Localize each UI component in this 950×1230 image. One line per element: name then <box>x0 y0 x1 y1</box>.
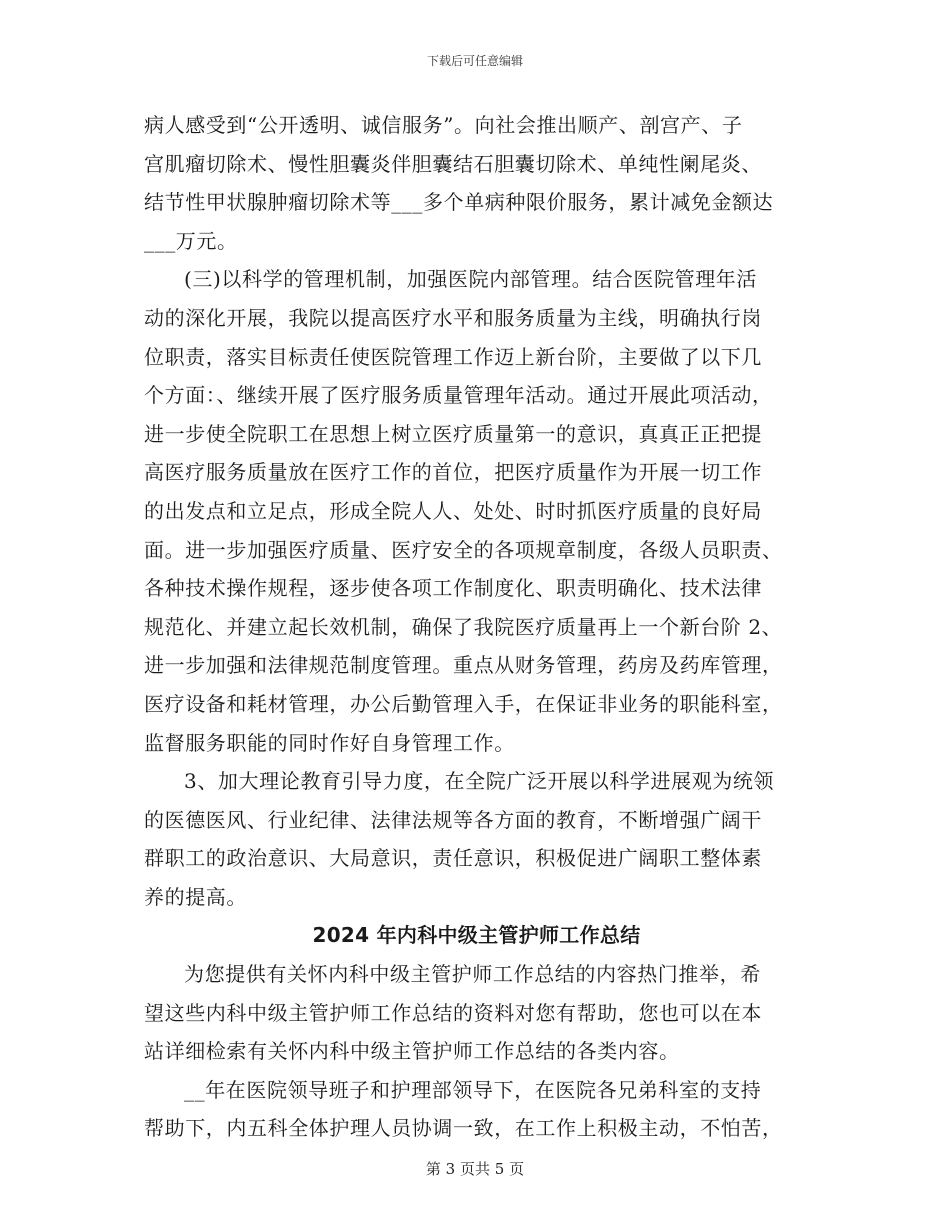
text-line: 进一步使全院职工在思想上树立医疗质量第一的意识，真真正正把提 <box>144 421 762 446</box>
text-line: 监督服务职能的同时作好自身管理工作。 <box>144 730 515 755</box>
text-line: 群职工的政治意识、大局意识，责任意识，积极促进广阔职工整体素 <box>144 846 762 871</box>
text-line: 的出发点和立足点，形成全院人人、处处、时时抓医疗质量的良好局 <box>144 498 762 523</box>
paragraph-block-2 <box>144 955 809 1148</box>
text-line: __年在医院领导班子和护理部领导下，在医院各兄弟科室的支持 <box>184 1077 762 1102</box>
text-line: 动的深化开展，我院以提高医疗水平和服务质量为主线，明确执行岗 <box>144 305 762 330</box>
text-line: 的医德医风、行业纪律、法律法规等各方面的教育，不断增强广阔干 <box>144 807 762 832</box>
document-body <box>144 106 809 1148</box>
text-line: 望这些内科中级主管护师工作总结的资料对您有帮助，您也可以在本 <box>144 1000 762 1025</box>
text-line: (三)以科学的管理机制，加强医院内部管理。结合医院管理年活 <box>184 267 758 292</box>
text-line: 病人感受到“公开透明、诚信服务”。向社会推出顺产、剖宫产、子 <box>144 113 743 137</box>
paragraph-block-1 <box>144 106 809 916</box>
text-line: 站详细检索有关怀内科中级主管护师工作总结的各类内容。 <box>144 1039 680 1064</box>
text-line: 各种技术操作规程，逐步使各项工作制度化、职责明确化、技术法律 <box>144 576 762 601</box>
text-line: ___万元。 <box>144 228 238 253</box>
text-line: 为您提供有关怀内科中级主管护师工作总结的内容热门推举，希 <box>184 962 761 987</box>
page-header-note: 下载后可任意编辑 <box>426 54 523 68</box>
text-line: 帮助下，内五科全体护理人员协调一致，在工作上积极主动，不怕苦， <box>144 1116 783 1141</box>
text-line: 个方面：、继续开展了医疗服务质量管理年活动。通过开展此项活动， <box>144 383 773 408</box>
text-line: 养的提高。 <box>144 884 247 909</box>
text-line: 进一步加强和法律规范制度管理。重点从财务管理，药房及药库管理， <box>144 653 783 678</box>
section-title: 2024 年内科中级主管护师工作总结 <box>312 923 641 948</box>
text-line: 面。进一步加强医疗质量、医疗安全的各项规章制度，各级人员职责、 <box>144 537 783 562</box>
text-line: 医疗设备和耗材管理，办公后勤管理入手，在保证非业务的职能科室， <box>144 691 783 716</box>
text-line: 宫肌瘤切除术、慢性胆囊炎伴胆囊结石胆囊切除术、单纯性阑尾炎、 <box>144 151 762 176</box>
page-footer-number: 第 3 页共 5 页 <box>425 1160 525 1178</box>
text-line: 高医疗服务质量放在医疗工作的首位，把医疗质量作为开展一切工作 <box>144 460 762 485</box>
text-line: 结节性甲状腺肿瘤切除术等___多个单病种限价服务，累计减免金额达 <box>144 190 774 215</box>
text-line: 3、加大理论教育引导力度，在全院广泛开展以科学进展观为统领 <box>184 769 775 794</box>
text-line: 规范化、并建立起长效机制，确保了我院医疗质量再上一个新台阶 2、 <box>144 614 783 639</box>
text-line: 位职责，落实目标责任使医院管理工作迈上新台阶，主要做了以下几 <box>144 344 762 369</box>
